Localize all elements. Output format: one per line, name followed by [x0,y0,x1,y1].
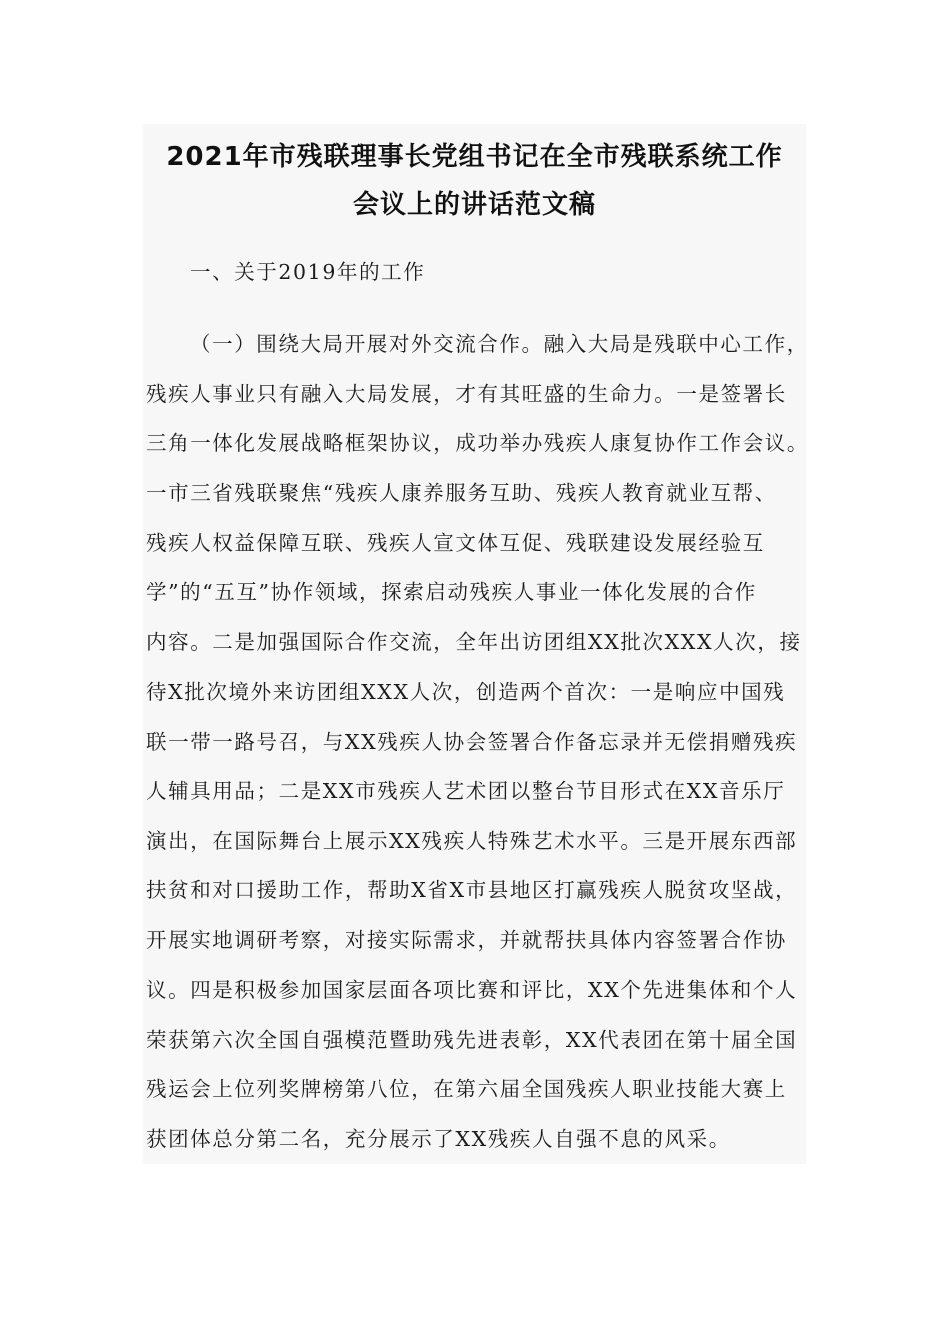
paragraph-line: （一）围绕大局开展对外交流合作。融入大局是残联中心工作， [190,332,809,356]
paragraph-line: 一市三省残联聚焦“残疾人康养服务互助、残疾人教育就业互帮、 [146,481,777,505]
paragraph-line: 联一带一路号召，与XX残疾人协会签署合作备忘录并无偿捐赠残疾 [146,730,798,754]
paragraph-line: 荣获第六次全国自强模范暨助残先进表彰，XX代表团在第十届全国 [146,1028,798,1052]
paragraph-line: 残运会上位列奖牌榜第八位，在第六届全国残疾人职业技能大赛上 [146,1077,787,1101]
paragraph-line: 待X批次境外来访团组XXX人次，创造两个首次：一是响应中国残 [146,680,786,704]
paragraph-line: 残疾人权益保障互联、残疾人宣文体互促、残联建设发展经验互 [146,531,765,555]
paragraph-line: 残疾人事业只有融入大局发展，才有其旺盛的生命力。一是签署长 [146,382,787,406]
document-title-line-1: 2021年市残联理事长党组书记在全市残联系统工作 [166,142,783,172]
paragraph-line: 演出，在国际舞台上展示XX残疾人特殊艺术水平。三是开展东西部 [146,829,798,853]
paragraph-line: 开展实地调研考察，对接实际需求，并就帮扶具体内容签署合作协 [146,928,787,952]
paragraph-line: 学”的“五互”协作领域，探索启动残疾人事业一体化发展的合作 [146,580,757,604]
paragraph-line: 扶贫和对口援助工作，帮助X省X市县地区打赢残疾人脱贫攻坚战， [146,878,798,902]
paragraph-line: 内容。二是加强国际合作交流，全年出访团组XX批次XXX人次，接 [146,630,802,654]
document-title-line-2: 会议上的讲话范文稿 [352,190,596,220]
paragraph-line: 议。四是积极参加国家层面各项比赛和评比，XX个先进集体和个人 [146,978,798,1002]
section-heading: 一、关于2019年的工作 [190,260,426,284]
paragraph-line: 获团体总分第二名，充分展示了XX残疾人自强不息的风采。 [146,1127,731,1151]
paragraph-line: 三角一体化发展战略框架协议，成功举办残疾人康复协作工作会议。 [146,431,809,455]
paragraph-line: 人辅具用品；二是XX市残疾人艺术团以整台节目形式在XX音乐厅 [146,779,786,803]
